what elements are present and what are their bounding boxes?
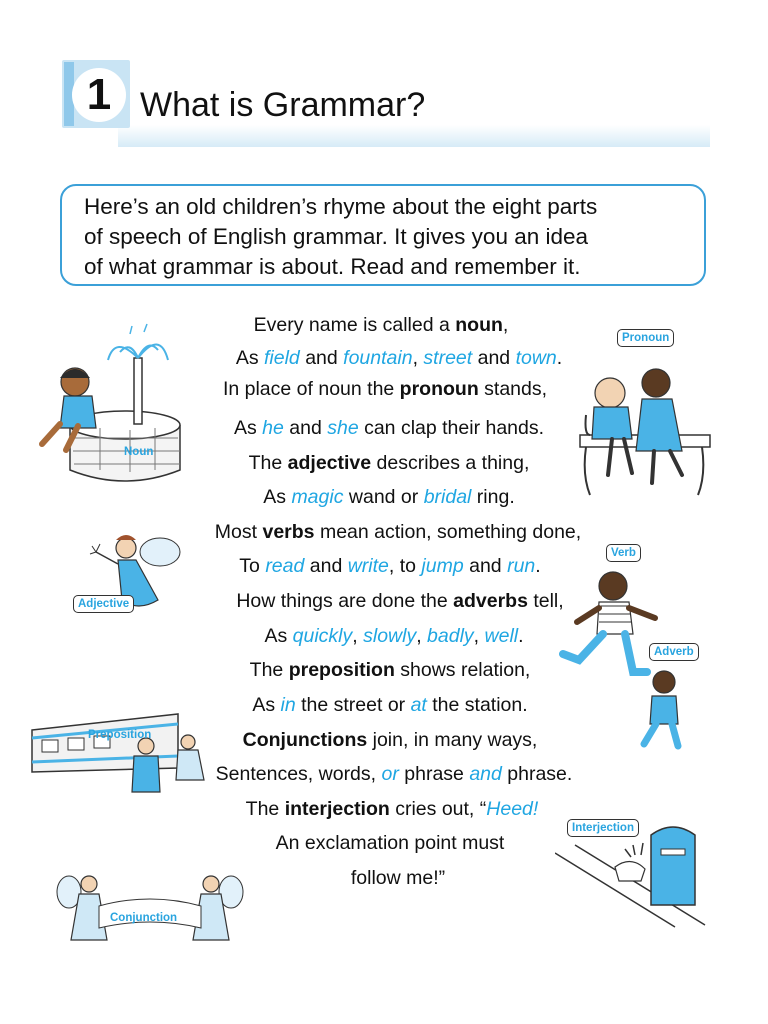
intro-line-1: Here’s an old children’s rhyme about the eight parts <box>84 194 598 219</box>
header-band <box>118 125 710 147</box>
rhyme-line-8: To read and write, to jump and run. <box>239 555 541 577</box>
intro-text <box>84 192 688 282</box>
label-conjunction: Conjunction <box>110 912 178 924</box>
running-boy-illustration <box>555 560 665 680</box>
label-verb: Verb <box>606 544 641 562</box>
rhyme-line-1: Every name is called a noun, <box>253 314 509 336</box>
rhyme-line-5: The adjective describes a thing, <box>248 452 530 474</box>
children-on-bench-illustration <box>572 355 717 505</box>
chapter-badge <box>62 60 130 128</box>
rhyme-line-10: As quickly, slowly, badly, well. <box>264 625 524 647</box>
label-noun: Noun <box>124 446 154 458</box>
rhyme-line-14: Sentences, words, or phrase and phrase. <box>215 763 573 785</box>
rhyme-line-2: As field and fountain, street and town. <box>235 347 563 369</box>
jogging-child-illustration <box>632 668 692 750</box>
rhyme-line-9: How things are done the adverbs tell, <box>236 590 564 612</box>
intro-line-3: of what grammar is about. Read and remember it. <box>84 254 581 279</box>
rhyme-line-13: Conjunctions join, in many ways, <box>242 729 538 751</box>
rhyme-line-11: The preposition shows relation, <box>249 659 531 681</box>
label-preposition: Preposition <box>88 729 152 741</box>
label-interjection: Interjection <box>567 819 639 837</box>
rhyme-line-4: As he and she can clap their hands. <box>233 417 545 439</box>
fountain-girl-illustration <box>30 320 210 490</box>
label-adjective: Adjective <box>73 595 134 613</box>
page-title: What is Grammar? <box>140 86 426 124</box>
label-pronoun: Pronoun <box>617 329 674 347</box>
rhyme-line-6: As magic wand or bridal ring. <box>263 486 515 508</box>
intro-line-2: of speech of English grammar. It gives you an idea <box>84 224 589 249</box>
rhyme-line-17: follow me!” <box>350 867 446 889</box>
rhyme-line-12: As in the street or at the station. <box>252 694 528 716</box>
chapter-circle <box>72 68 126 122</box>
rhyme-line-16: An exclamation point must <box>275 832 505 854</box>
chapter-number: 1 <box>86 70 112 119</box>
rhyme-line-15: The interjection cries out, “Heed! <box>245 798 539 820</box>
rhyme-line-3: In place of noun the pronoun stands, <box>222 378 548 400</box>
rhyme-line-7: Most verbs mean action, something done, <box>214 521 582 543</box>
intro-box <box>60 184 706 286</box>
label-adverb: Adverb <box>649 643 699 661</box>
train-station-illustration <box>28 700 218 810</box>
